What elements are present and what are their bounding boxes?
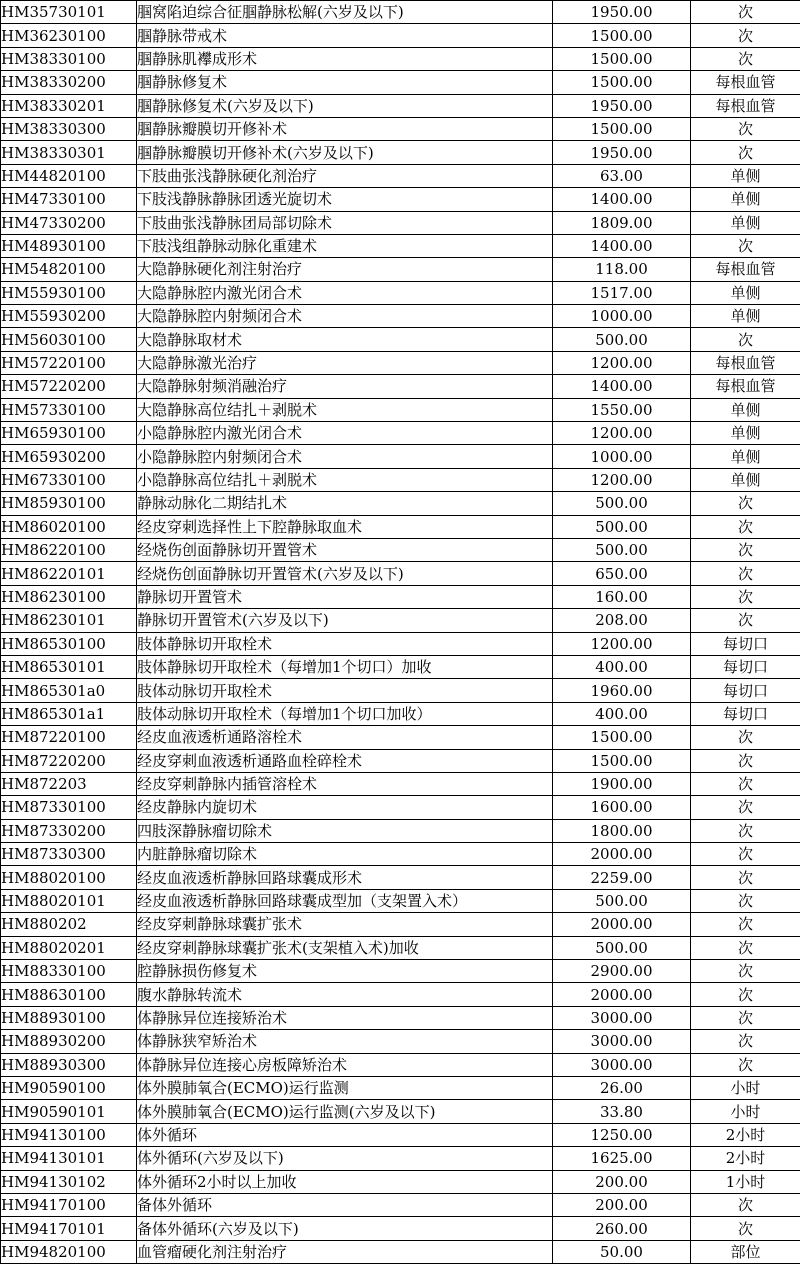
name-cell: 体静脉异位连接心房板障矫治术: [137, 1053, 553, 1076]
code-cell: HM55930200: [1, 305, 137, 328]
price-cell: 1200.00: [553, 468, 691, 491]
name-cell: 肢体动脉切开取栓术: [137, 679, 553, 702]
code-cell: HM38330201: [1, 94, 137, 117]
unit-cell: 单侧: [691, 281, 800, 304]
code-cell: HM57220200: [1, 375, 137, 398]
name-cell: 小隐静脉腔内射频闭合术: [137, 445, 553, 468]
name-cell: 腘静脉带戒术: [137, 24, 553, 47]
table-row: [1, 1147, 800, 1170]
code-cell: HM94820100: [1, 1240, 137, 1263]
unit-cell: 次: [691, 1, 800, 24]
code-cell: HM88020201: [1, 936, 137, 959]
code-cell: HM38330200: [1, 71, 137, 94]
unit-cell: 次: [691, 585, 800, 608]
price-cell: 500.00: [553, 328, 691, 351]
price-cell: 500.00: [553, 492, 691, 515]
name-cell: 四肢深静脉瘤切除术: [137, 819, 553, 842]
name-cell: 静脉切开置管术(六岁及以下): [137, 609, 553, 632]
table-row: [1, 585, 800, 608]
table-row: [1, 866, 800, 889]
name-cell: 内脏静脉瘤切除术: [137, 843, 553, 866]
code-cell: HM88020101: [1, 889, 137, 912]
name-cell: 腘静脉瓣膜切开修补术(六岁及以下): [137, 141, 553, 164]
name-cell: 大隐静脉硬化剂注射治疗: [137, 258, 553, 281]
unit-cell: 每切口: [691, 702, 800, 725]
unit-cell: 单侧: [691, 468, 800, 491]
unit-cell: 单侧: [691, 445, 800, 468]
table-row: [1, 726, 800, 749]
table-row: [1, 702, 800, 725]
unit-cell: 次: [691, 936, 800, 959]
unit-cell: 单侧: [691, 305, 800, 328]
table-row: [1, 632, 800, 655]
table-row: [1, 1170, 800, 1193]
unit-cell: 每根血管: [691, 351, 800, 374]
price-cell: 160.00: [553, 585, 691, 608]
table-row: [1, 538, 800, 561]
code-cell: HM65930100: [1, 422, 137, 445]
code-cell: HM44820100: [1, 164, 137, 187]
table-row: [1, 1, 800, 24]
table-row: [1, 71, 800, 94]
price-cell: 200.00: [553, 1170, 691, 1193]
code-cell: HM38330300: [1, 117, 137, 140]
table-row: [1, 47, 800, 70]
code-cell: HM47330100: [1, 188, 137, 211]
price-cell: 2000.00: [553, 983, 691, 1006]
table-row: [1, 749, 800, 772]
code-cell: HM86220101: [1, 562, 137, 585]
unit-cell: 小时: [691, 1100, 800, 1123]
table-row: [1, 94, 800, 117]
name-cell: 大隐静脉射频消融治疗: [137, 375, 553, 398]
unit-cell: 次: [691, 515, 800, 538]
unit-cell: 次: [691, 1030, 800, 1053]
table-row: [1, 1100, 800, 1123]
price-cell: 400.00: [553, 702, 691, 725]
price-cell: 26.00: [553, 1076, 691, 1099]
name-cell: 体外循环: [137, 1123, 553, 1146]
price-cell: 1200.00: [553, 422, 691, 445]
unit-cell: 次: [691, 749, 800, 772]
code-cell: HM36230100: [1, 24, 137, 47]
price-cell: 3000.00: [553, 1006, 691, 1029]
price-cell: 1400.00: [553, 375, 691, 398]
unit-cell: 次: [691, 609, 800, 632]
code-cell: HM87220100: [1, 726, 137, 749]
name-cell: 大隐静脉高位结扎＋剥脱术: [137, 398, 553, 421]
price-cell: 1000.00: [553, 445, 691, 468]
price-cell: 400.00: [553, 655, 691, 678]
unit-cell: 次: [691, 983, 800, 1006]
price-cell: 3000.00: [553, 1053, 691, 1076]
table-row: [1, 398, 800, 421]
unit-cell: 每切口: [691, 679, 800, 702]
name-cell: 肢体静脉切开取栓术: [137, 632, 553, 655]
table-row: [1, 843, 800, 866]
price-cell: 1200.00: [553, 351, 691, 374]
table-row: [1, 609, 800, 632]
code-cell: HM86530101: [1, 655, 137, 678]
code-cell: HM48930100: [1, 234, 137, 257]
table-row: [1, 936, 800, 959]
name-cell: 下肢浅静脉静脉团透光旋切术: [137, 188, 553, 211]
table-row: [1, 188, 800, 211]
name-cell: 下肢曲张浅静脉团局部切除术: [137, 211, 553, 234]
unit-cell: 次: [691, 960, 800, 983]
unit-cell: 次: [691, 1193, 800, 1216]
name-cell: 体外膜肺氧合(ECMO)运行监测: [137, 1076, 553, 1099]
table-row: [1, 468, 800, 491]
code-cell: HM57220100: [1, 351, 137, 374]
table-row: [1, 211, 800, 234]
table-row: [1, 422, 800, 445]
code-cell: HM94170101: [1, 1217, 137, 1240]
price-cell: 2000.00: [553, 913, 691, 936]
unit-cell: 次: [691, 47, 800, 70]
price-cell: 3000.00: [553, 1030, 691, 1053]
table-row: [1, 562, 800, 585]
price-cell: 260.00: [553, 1217, 691, 1240]
code-cell: HM67330100: [1, 468, 137, 491]
code-cell: HM872203: [1, 772, 137, 795]
price-cell: 1600.00: [553, 796, 691, 819]
unit-cell: 每根血管: [691, 258, 800, 281]
code-cell: HM88930200: [1, 1030, 137, 1053]
table-row: [1, 328, 800, 351]
name-cell: 体外循环2小时以上加收: [137, 1170, 553, 1193]
table-row: [1, 1053, 800, 1076]
unit-cell: 次: [691, 913, 800, 936]
unit-cell: 每根血管: [691, 71, 800, 94]
name-cell: 小隐静脉高位结扎＋剥脱术: [137, 468, 553, 491]
unit-cell: 次: [691, 1217, 800, 1240]
code-cell: HM54820100: [1, 258, 137, 281]
price-cell: 1809.00: [553, 211, 691, 234]
table-row: [1, 492, 800, 515]
price-cell: 1400.00: [553, 188, 691, 211]
name-cell: 经皮穿刺静脉球囊扩张术(支架植入术)加收: [137, 936, 553, 959]
table-row: [1, 819, 800, 842]
name-cell: 经皮静脉内旋切术: [137, 796, 553, 819]
name-cell: 腘静脉瓣膜切开修补术: [137, 117, 553, 140]
code-cell: HM865301a0: [1, 679, 137, 702]
name-cell: 下肢浅组静脉动脉化重建术: [137, 234, 553, 257]
code-cell: HM90590101: [1, 1100, 137, 1123]
unit-cell: 次: [691, 141, 800, 164]
name-cell: 腘窝陷迫综合征腘静脉松解(六岁及以下): [137, 1, 553, 24]
unit-cell: 每根血管: [691, 94, 800, 117]
code-cell: HM86530100: [1, 632, 137, 655]
table-row: [1, 375, 800, 398]
table-row: [1, 1030, 800, 1053]
table-row: [1, 305, 800, 328]
name-cell: 大隐静脉取材术: [137, 328, 553, 351]
name-cell: 经皮血液透析通路溶栓术: [137, 726, 553, 749]
price-cell: 208.00: [553, 609, 691, 632]
code-cell: HM88020100: [1, 866, 137, 889]
unit-cell: 次: [691, 1053, 800, 1076]
unit-cell: 次: [691, 772, 800, 795]
price-cell: 1950.00: [553, 94, 691, 117]
name-cell: 备体外循环: [137, 1193, 553, 1216]
table-row: [1, 515, 800, 538]
code-cell: HM94130101: [1, 1147, 137, 1170]
name-cell: 血管瘤硬化剂注射治疗: [137, 1240, 553, 1263]
price-cell: 1950.00: [553, 1, 691, 24]
unit-cell: 次: [691, 328, 800, 351]
price-cell: 1900.00: [553, 772, 691, 795]
code-cell: HM47330200: [1, 211, 137, 234]
name-cell: 腘静脉修复术: [137, 71, 553, 94]
code-cell: HM88630100: [1, 983, 137, 1006]
name-cell: 经皮血液透析静脉回路球囊成形术: [137, 866, 553, 889]
name-cell: 腔静脉损伤修复术: [137, 960, 553, 983]
unit-cell: 次: [691, 234, 800, 257]
unit-cell: 1小时: [691, 1170, 800, 1193]
code-cell: HM86020100: [1, 515, 137, 538]
price-cell: 500.00: [553, 889, 691, 912]
name-cell: 经烧伤创面静脉切开置管术(六岁及以下): [137, 562, 553, 585]
code-cell: HM88930300: [1, 1053, 137, 1076]
price-cell: 1550.00: [553, 398, 691, 421]
price-cell: 63.00: [553, 164, 691, 187]
code-cell: HM56030100: [1, 328, 137, 351]
price-cell: 1000.00: [553, 305, 691, 328]
table-row: [1, 258, 800, 281]
name-cell: 体静脉异位连接矫治术: [137, 1006, 553, 1029]
code-cell: HM86220100: [1, 538, 137, 561]
price-cell: 1200.00: [553, 632, 691, 655]
name-cell: 经皮穿刺静脉球囊扩张术: [137, 913, 553, 936]
code-cell: HM94130100: [1, 1123, 137, 1146]
table-row: [1, 679, 800, 702]
unit-cell: 次: [691, 843, 800, 866]
name-cell: 体静脉狭窄矫治术: [137, 1030, 553, 1053]
unit-cell: 单侧: [691, 211, 800, 234]
price-cell: 1400.00: [553, 234, 691, 257]
table-row: [1, 1217, 800, 1240]
unit-cell: 次: [691, 726, 800, 749]
table-row: [1, 796, 800, 819]
name-cell: 体外膜肺氧合(ECMO)运行监测(六岁及以下): [137, 1100, 553, 1123]
unit-cell: 每切口: [691, 632, 800, 655]
price-cell: 1500.00: [553, 726, 691, 749]
unit-cell: 次: [691, 796, 800, 819]
table-row: [1, 772, 800, 795]
code-cell: HM87330300: [1, 843, 137, 866]
price-cell: 200.00: [553, 1193, 691, 1216]
price-cell: 1500.00: [553, 47, 691, 70]
table-row: [1, 281, 800, 304]
code-cell: HM57330100: [1, 398, 137, 421]
unit-cell: 部位: [691, 1240, 800, 1263]
table-row: [1, 234, 800, 257]
name-cell: 经烧伤创面静脉切开置管术: [137, 538, 553, 561]
price-cell: 500.00: [553, 936, 691, 959]
unit-cell: 次: [691, 819, 800, 842]
table-row: [1, 655, 800, 678]
unit-cell: 单侧: [691, 164, 800, 187]
price-cell: 118.00: [553, 258, 691, 281]
unit-cell: 单侧: [691, 398, 800, 421]
unit-cell: 每切口: [691, 655, 800, 678]
name-cell: 肢体动脉切开取栓术（每增加1个切口加收）: [137, 702, 553, 725]
name-cell: 经皮穿刺血液透析通路血栓碎栓术: [137, 749, 553, 772]
table-row: [1, 117, 800, 140]
table-row: [1, 141, 800, 164]
fee-table-body: [1, 1, 800, 1264]
unit-cell: 次: [691, 117, 800, 140]
unit-cell: 次: [691, 24, 800, 47]
price-cell: 2900.00: [553, 960, 691, 983]
price-cell: 1800.00: [553, 819, 691, 842]
name-cell: 腹水静脉转流术: [137, 983, 553, 1006]
name-cell: 腘静脉修复术(六岁及以下): [137, 94, 553, 117]
table-row: [1, 1240, 800, 1263]
table-row: [1, 351, 800, 374]
name-cell: 体外循环(六岁及以下): [137, 1147, 553, 1170]
code-cell: HM88930100: [1, 1006, 137, 1029]
name-cell: 大隐静脉腔内射频闭合术: [137, 305, 553, 328]
unit-cell: 小时: [691, 1076, 800, 1099]
price-cell: 500.00: [553, 515, 691, 538]
name-cell: 大隐静脉激光治疗: [137, 351, 553, 374]
code-cell: HM880202: [1, 913, 137, 936]
price-cell: 2259.00: [553, 866, 691, 889]
name-cell: 经皮血液透析静脉回路球囊成型加（支架置入术）: [137, 889, 553, 912]
name-cell: 腘静脉肌襻成形术: [137, 47, 553, 70]
code-cell: HM86230100: [1, 585, 137, 608]
price-cell: 500.00: [553, 538, 691, 561]
price-cell: 1950.00: [553, 141, 691, 164]
table-row: [1, 1193, 800, 1216]
code-cell: HM86230101: [1, 609, 137, 632]
price-cell: 1500.00: [553, 117, 691, 140]
table-row: [1, 164, 800, 187]
code-cell: HM87220200: [1, 749, 137, 772]
unit-cell: 次: [691, 889, 800, 912]
price-cell: 50.00: [553, 1240, 691, 1263]
unit-cell: 次: [691, 1006, 800, 1029]
price-cell: 1625.00: [553, 1147, 691, 1170]
code-cell: HM94130102: [1, 1170, 137, 1193]
code-cell: HM65930200: [1, 445, 137, 468]
table-row: [1, 913, 800, 936]
unit-cell: 2小时: [691, 1123, 800, 1146]
unit-cell: 单侧: [691, 422, 800, 445]
code-cell: HM35730101: [1, 1, 137, 24]
price-cell: 650.00: [553, 562, 691, 585]
code-cell: HM87330200: [1, 819, 137, 842]
code-cell: HM38330301: [1, 141, 137, 164]
price-cell: 1960.00: [553, 679, 691, 702]
name-cell: 下肢曲张浅静脉硬化剂治疗: [137, 164, 553, 187]
price-cell: 1500.00: [553, 24, 691, 47]
code-cell: HM865301a1: [1, 702, 137, 725]
unit-cell: 次: [691, 538, 800, 561]
table-row: [1, 1123, 800, 1146]
unit-cell: 单侧: [691, 188, 800, 211]
price-cell: 1500.00: [553, 71, 691, 94]
table-row: [1, 24, 800, 47]
table-row: [1, 983, 800, 1006]
code-cell: HM90590100: [1, 1076, 137, 1099]
table-row: [1, 1076, 800, 1099]
unit-cell: 次: [691, 866, 800, 889]
table-row: [1, 1006, 800, 1029]
price-cell: 1500.00: [553, 749, 691, 772]
price-cell: 33.80: [553, 1100, 691, 1123]
code-cell: HM87330100: [1, 796, 137, 819]
code-cell: HM38330100: [1, 47, 137, 70]
name-cell: 静脉切开置管术: [137, 585, 553, 608]
name-cell: 备体外循环(六岁及以下): [137, 1217, 553, 1240]
name-cell: 静脉动脉化二期结扎术: [137, 492, 553, 515]
code-cell: HM55930100: [1, 281, 137, 304]
unit-cell: 次: [691, 562, 800, 585]
name-cell: 经皮穿刺静脉内插管溶栓术: [137, 772, 553, 795]
table-row: [1, 445, 800, 468]
price-cell: 1250.00: [553, 1123, 691, 1146]
code-cell: HM88330100: [1, 960, 137, 983]
name-cell: 经皮穿刺选择性上下腔静脉取血术: [137, 515, 553, 538]
code-cell: HM94170100: [1, 1193, 137, 1216]
unit-cell: 次: [691, 492, 800, 515]
name-cell: 大隐静脉腔内激光闭合术: [137, 281, 553, 304]
price-cell: 1517.00: [553, 281, 691, 304]
unit-cell: 2小时: [691, 1147, 800, 1170]
name-cell: 小隐静脉腔内激光闭合术: [137, 422, 553, 445]
table-row: [1, 960, 800, 983]
code-cell: HM85930100: [1, 492, 137, 515]
unit-cell: 每根血管: [691, 375, 800, 398]
price-cell: 2000.00: [553, 843, 691, 866]
name-cell: 肢体静脉切开取栓术（每增加1个切口）加收: [137, 655, 553, 678]
table-row: [1, 889, 800, 912]
